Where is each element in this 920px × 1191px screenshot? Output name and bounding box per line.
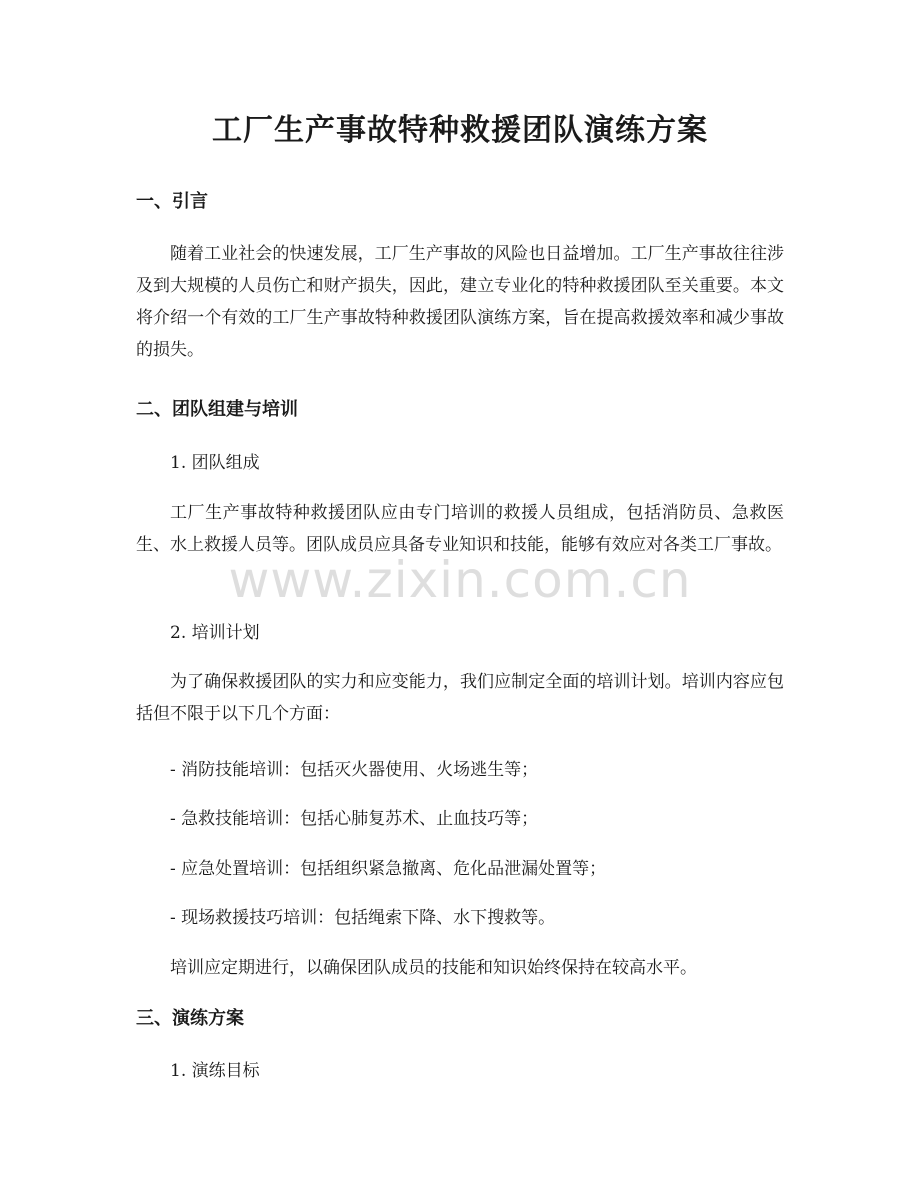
team-composition-paragraph: 工厂生产事故特种救援团队应由专门培训的救援人员组成，包括消防员、急救医生、水上救援人员等。团队成员应具备专业知识和技能，能够有效应对各类工厂事故。 bbox=[136, 503, 784, 555]
list-item: - 急救技能培训：包括心肺复苏术、止血技巧等； bbox=[170, 809, 539, 829]
training-plan-paragraph: 为了确保救援团队的实力和应变能力，我们应制定全面的培训计划。培训内容应包括但不限于以下几个方面： bbox=[136, 672, 784, 724]
subheading-drill-goal: 1. 演练目标 bbox=[170, 1061, 260, 1081]
subheading-team-composition: 1. 团队组成 bbox=[170, 453, 260, 473]
list-item: - 应急处置培训：包括组织紧急撤离、危化品泄漏处置等； bbox=[170, 859, 607, 879]
section-heading-team: 二、团队组建与培训 bbox=[136, 399, 298, 420]
list-item: - 消防技能培训：包括灭火器使用、火场逃生等； bbox=[170, 760, 539, 780]
list-item: - 现场救援技巧培训：包括绳索下降、水下搜救等。 bbox=[170, 908, 556, 928]
page-title: 工厂生产事故特种救援团队演练方案 bbox=[212, 113, 708, 148]
training-summary-paragraph: 培训应定期进行，以确保团队成员的技能和知识始终保持在较高水平。 bbox=[170, 958, 697, 978]
section-heading-intro: 一、引言 bbox=[136, 191, 208, 212]
watermark-text: www.zixin.com.cn bbox=[228, 551, 692, 609]
intro-paragraph: 随着工业社会的快速发展，工厂生产事故的风险也日益增加。工厂生产事故往往涉及到大规模的人员伤亡和财产损失，因此，建立专业化的特种救援团队至关重要。本文将介绍一个有效的工厂生产事故特种救援团队演练方案，旨在提高救援效率和减少事故的损失。 bbox=[136, 244, 784, 360]
subheading-training-plan: 2. 培训计划 bbox=[170, 623, 260, 643]
section-heading-drill: 三、演练方案 bbox=[136, 1008, 244, 1029]
